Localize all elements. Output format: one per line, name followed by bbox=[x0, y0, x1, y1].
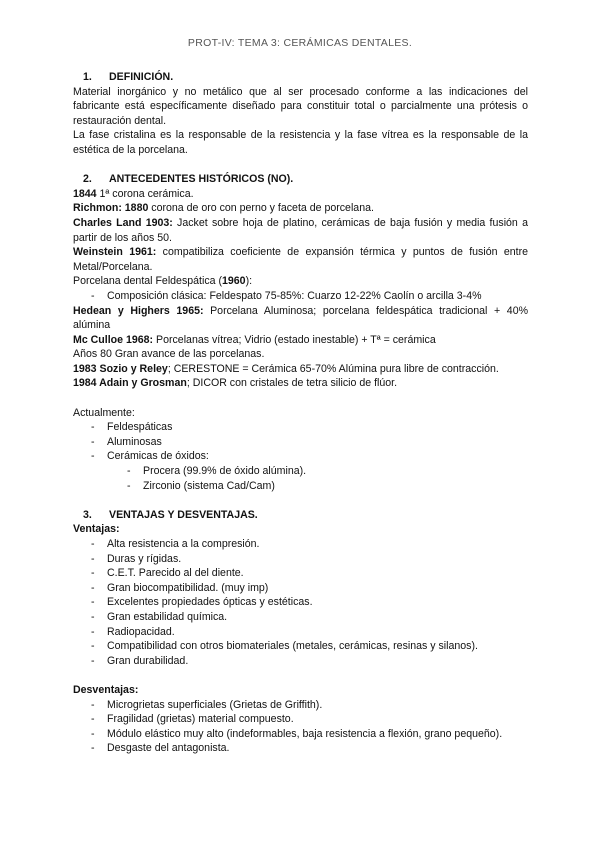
history-entry: Weinstein 1961: compatibiliza coeficiente de expansión térmica y puntos de fusión entre Metal/Porcelana. bbox=[73, 246, 528, 273]
list-item: - Gran biocompatibilidad. (muy imp) bbox=[73, 581, 528, 596]
section-title: ANTECEDENTES HISTÓRICOS (NO). bbox=[109, 173, 294, 186]
list-item: - Radiopacidad. bbox=[73, 625, 528, 640]
history-entry: Años 80 Gran avance de las porcelanas. bbox=[73, 348, 265, 361]
desventajas-list bbox=[73, 698, 528, 756]
definition-paragraph: Material inorgánico y no metálico que al ser procesado conforme a las indicaciones del fabricante está específicamente diseñado para constituir total o parcialmente una prótesis o restauración dental. bbox=[73, 85, 528, 127]
list-item: - C.E.T. Parecido al del diente. bbox=[73, 566, 528, 581]
history-entry: 1983 Sozio y Reley; CERESTONE = Cerámica 65-70% Alúmina pura libre de contracción. bbox=[73, 362, 499, 375]
list-item: - Duras y rígidas. bbox=[73, 552, 528, 567]
history-entry: 1984 Adain y Grosman; DICOR con cristales de tetra silicio de flúor. bbox=[73, 377, 398, 390]
history-entry: Hedean y Highers 1965: Porcelana Aluminosa; porcelana feldespática tradicional + 40% alúmina bbox=[73, 304, 529, 332]
list-item: - Desgaste del antagonista. bbox=[73, 741, 528, 756]
ventajas-subheading: Ventajas: bbox=[73, 523, 120, 536]
list-item: - Módulo elástico muy alto (indeformables, baja resistencia a flexión, grano pequeño). bbox=[73, 727, 528, 742]
list-item: - Composición clásica: Feldespato 75-85%: Cuarzo 12-22% Caolín o arcilla 3-4% bbox=[73, 289, 528, 304]
section-title: VENTAJAS Y DESVENTAJAS. bbox=[109, 508, 258, 521]
desventajas-subheading: Desventajas: bbox=[73, 683, 139, 696]
section-title: DEFINICIÓN. bbox=[109, 71, 174, 83]
list-item: - Gran estabilidad química. bbox=[73, 610, 528, 625]
list-item: - Microgrietas superficiales (Grietas de Griffith). bbox=[73, 698, 528, 713]
list-item: - Gran durabilidad. bbox=[73, 654, 528, 669]
document-body bbox=[73, 70, 528, 756]
page-header: PROT-IV: TEMA 3: CERÁMICAS DENTALES. bbox=[187, 37, 413, 49]
section-number: 2. bbox=[83, 173, 92, 186]
history-entry: Porcelana dental Feldespática (1960): bbox=[73, 275, 253, 288]
ventajas-list bbox=[73, 537, 528, 668]
list-item: - Aluminosas bbox=[73, 435, 528, 450]
composition-list bbox=[73, 289, 528, 304]
section-heading-antecedentes bbox=[83, 172, 528, 187]
history-entry: 1844 1ª corona cerámica. bbox=[73, 187, 194, 200]
section-heading-definicion bbox=[83, 70, 528, 85]
history-entry: Mc Culloe 1968: Porcelanas vítrea; Vidrio (estado inestable) + Tª = cerámica bbox=[73, 333, 436, 346]
list-item: - Fragilidad (grietas) material compuesto. bbox=[73, 712, 528, 727]
list-item: - Feldespáticas bbox=[73, 420, 528, 435]
phase-paragraph: La fase cristalina es la responsable de la resistencia y la fase vítrea es la responsable de la estética de la porcelana. bbox=[73, 129, 528, 156]
sub-list-item: - Procera (99.9% de óxido alúmina). bbox=[73, 464, 528, 479]
list-item: - Excelentes propiedades ópticas y estéticas. bbox=[73, 595, 528, 610]
list-item: - Cerámicas de óxidos: bbox=[73, 449, 528, 464]
actualmente-list bbox=[73, 420, 528, 493]
sub-list-item: - Zirconio (sistema Cad/Cam) bbox=[73, 479, 528, 494]
list-item: - Alta resistencia a la compresión. bbox=[73, 537, 528, 552]
list-item: - Compatibilidad con otros biomateriales (metales, cerámicas, resinas y silanos). bbox=[73, 639, 528, 654]
section-number: 1. bbox=[83, 71, 92, 83]
section-number: 3. bbox=[83, 508, 92, 521]
actualmente-label: Actualmente: bbox=[73, 406, 135, 419]
history-entry: Richmon: 1880 corona de oro con perno y faceta de porcelana. bbox=[73, 202, 374, 215]
section-heading-ventajas bbox=[83, 508, 528, 523]
history-entry: Charles Land 1903: Jacket sobre hoja de platino, cerámicas de baja fusión y media fusión a partir de los años 50. bbox=[73, 216, 528, 244]
